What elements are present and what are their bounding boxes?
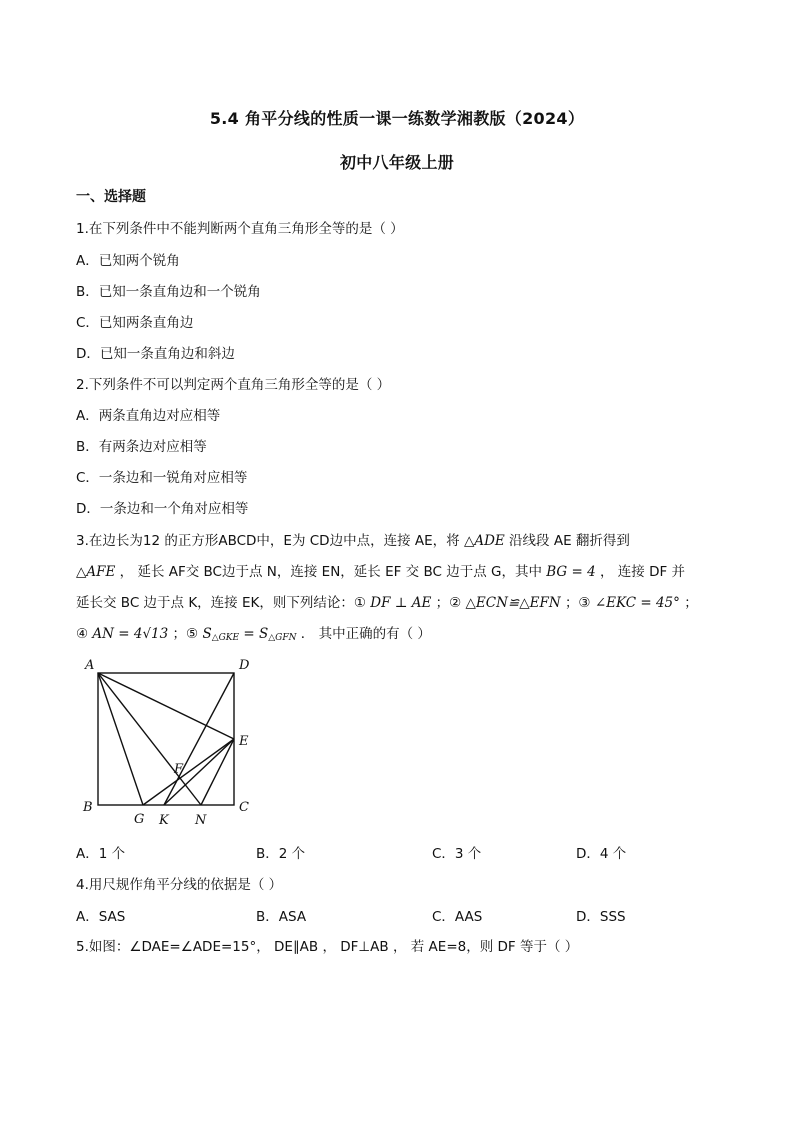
q4-option-a: A．SAS — [76, 909, 126, 925]
q3-option-d: D．4 个 — [576, 846, 627, 862]
label-k: K — [159, 813, 169, 828]
square-abcd — [98, 673, 234, 805]
q3-stem-line1: 3.在边长为12 的正方形ABCD中，E为 CD边中点，连接 AE，将 △ADE 沿线段 AE 翻折得到 — [76, 533, 630, 549]
q3-math-an: AN = 4√13 — [92, 626, 169, 642]
q3-math-triangle-afe: △AFE — [76, 564, 116, 580]
q4-stem: 4.用尺规作角平分线的依据是（ ） — [76, 877, 283, 893]
section-heading: 一、选择题 — [76, 189, 146, 205]
q3-math-triangle-ade: △ADE — [463, 533, 505, 549]
q2-option-c: C．一条边和一锐角对应相等 — [76, 470, 248, 486]
q1-option-a: A．已知两个锐角 — [76, 253, 180, 269]
q3-math-perp: DF ⊥ AE — [370, 595, 432, 611]
q1-option-b: B．已知一条直角边和一个锐角 — [76, 284, 261, 300]
q3-option-b: B．2 个 — [256, 846, 306, 862]
label-a: A — [85, 658, 95, 673]
q3-math-congruent: △ECN≌△EFN — [465, 595, 561, 611]
q3-option-a: A．1 个 — [76, 846, 126, 862]
page-title: 5.4 角平分线的性质一课一练数学湘教版（2024） — [209, 109, 585, 128]
q4-option-c: C．AAS — [432, 909, 483, 925]
q3-math-angle: ∠EKC = 45° — [594, 595, 680, 611]
page-subtitle: 初中八年级上册 — [339, 153, 455, 172]
segment-ag — [98, 673, 143, 805]
q2-stem: 2.下列条件不可以判定两个直角三角形全等的是（ ） — [76, 377, 391, 393]
q3-stem-line4: ④ AN = 4√13 ；⑤ $S_{\triangle GKE} = S_{\triangle GFN}$ ． 其中正确的有（ ） — [76, 626, 431, 643]
label-c: C — [239, 800, 249, 815]
segment-ae — [98, 673, 234, 739]
q1-option-d: D．已知一条直角边和斜边 — [76, 346, 235, 362]
q3-option-c: C．3 个 — [432, 846, 482, 862]
q3-stem-line3: 延长交 BC 边于点 K，连接 EK，则下列结论：① DF ⊥ AE ；② △ECN≌△EFN ；③ ∠EKC = 45° ； — [76, 595, 698, 611]
label-e: E — [239, 734, 249, 749]
label-g: G — [134, 812, 145, 827]
q2-option-d: D．一条边和一个角对应相等 — [76, 501, 249, 517]
geometry-figure — [76, 655, 276, 835]
q1-option-c: C．已知两条直角边 — [76, 315, 194, 331]
q1-stem: 1.在下列条件中不能判断两个直角三角形全等的是（ ） — [76, 221, 404, 237]
segment-en — [201, 739, 234, 805]
q3-math-area-left: $S_{\triangle GKE} = S_{\triangle GFN}$ — [202, 626, 297, 643]
label-f: F — [174, 762, 184, 777]
segment-dk — [164, 673, 234, 805]
q4-option-b: B．ASA — [256, 909, 307, 925]
q2-option-a: A．两条直角边对应相等 — [76, 408, 221, 424]
q3-math-bg: BG = 4 — [546, 564, 596, 580]
q3-stem-line2: △AFE ， 延长 AF交 BC边于点 N，连接 EN，延长 EF 交 BC 边于点 G，其中 BG = 4 ， 连接 DF 并 — [76, 564, 686, 580]
q5-stem: 5.如图：∠DAE=∠ADE=15°， DE∥AB ， DF⊥AB ， 若 AE=8，则 DF 等于（ ） — [76, 939, 579, 955]
q4-option-d: D．SSS — [576, 909, 626, 925]
label-d: D — [239, 658, 250, 673]
label-n: N — [195, 813, 207, 828]
q2-option-b: B．有两条边对应相等 — [76, 439, 207, 455]
label-b: B — [83, 800, 93, 815]
